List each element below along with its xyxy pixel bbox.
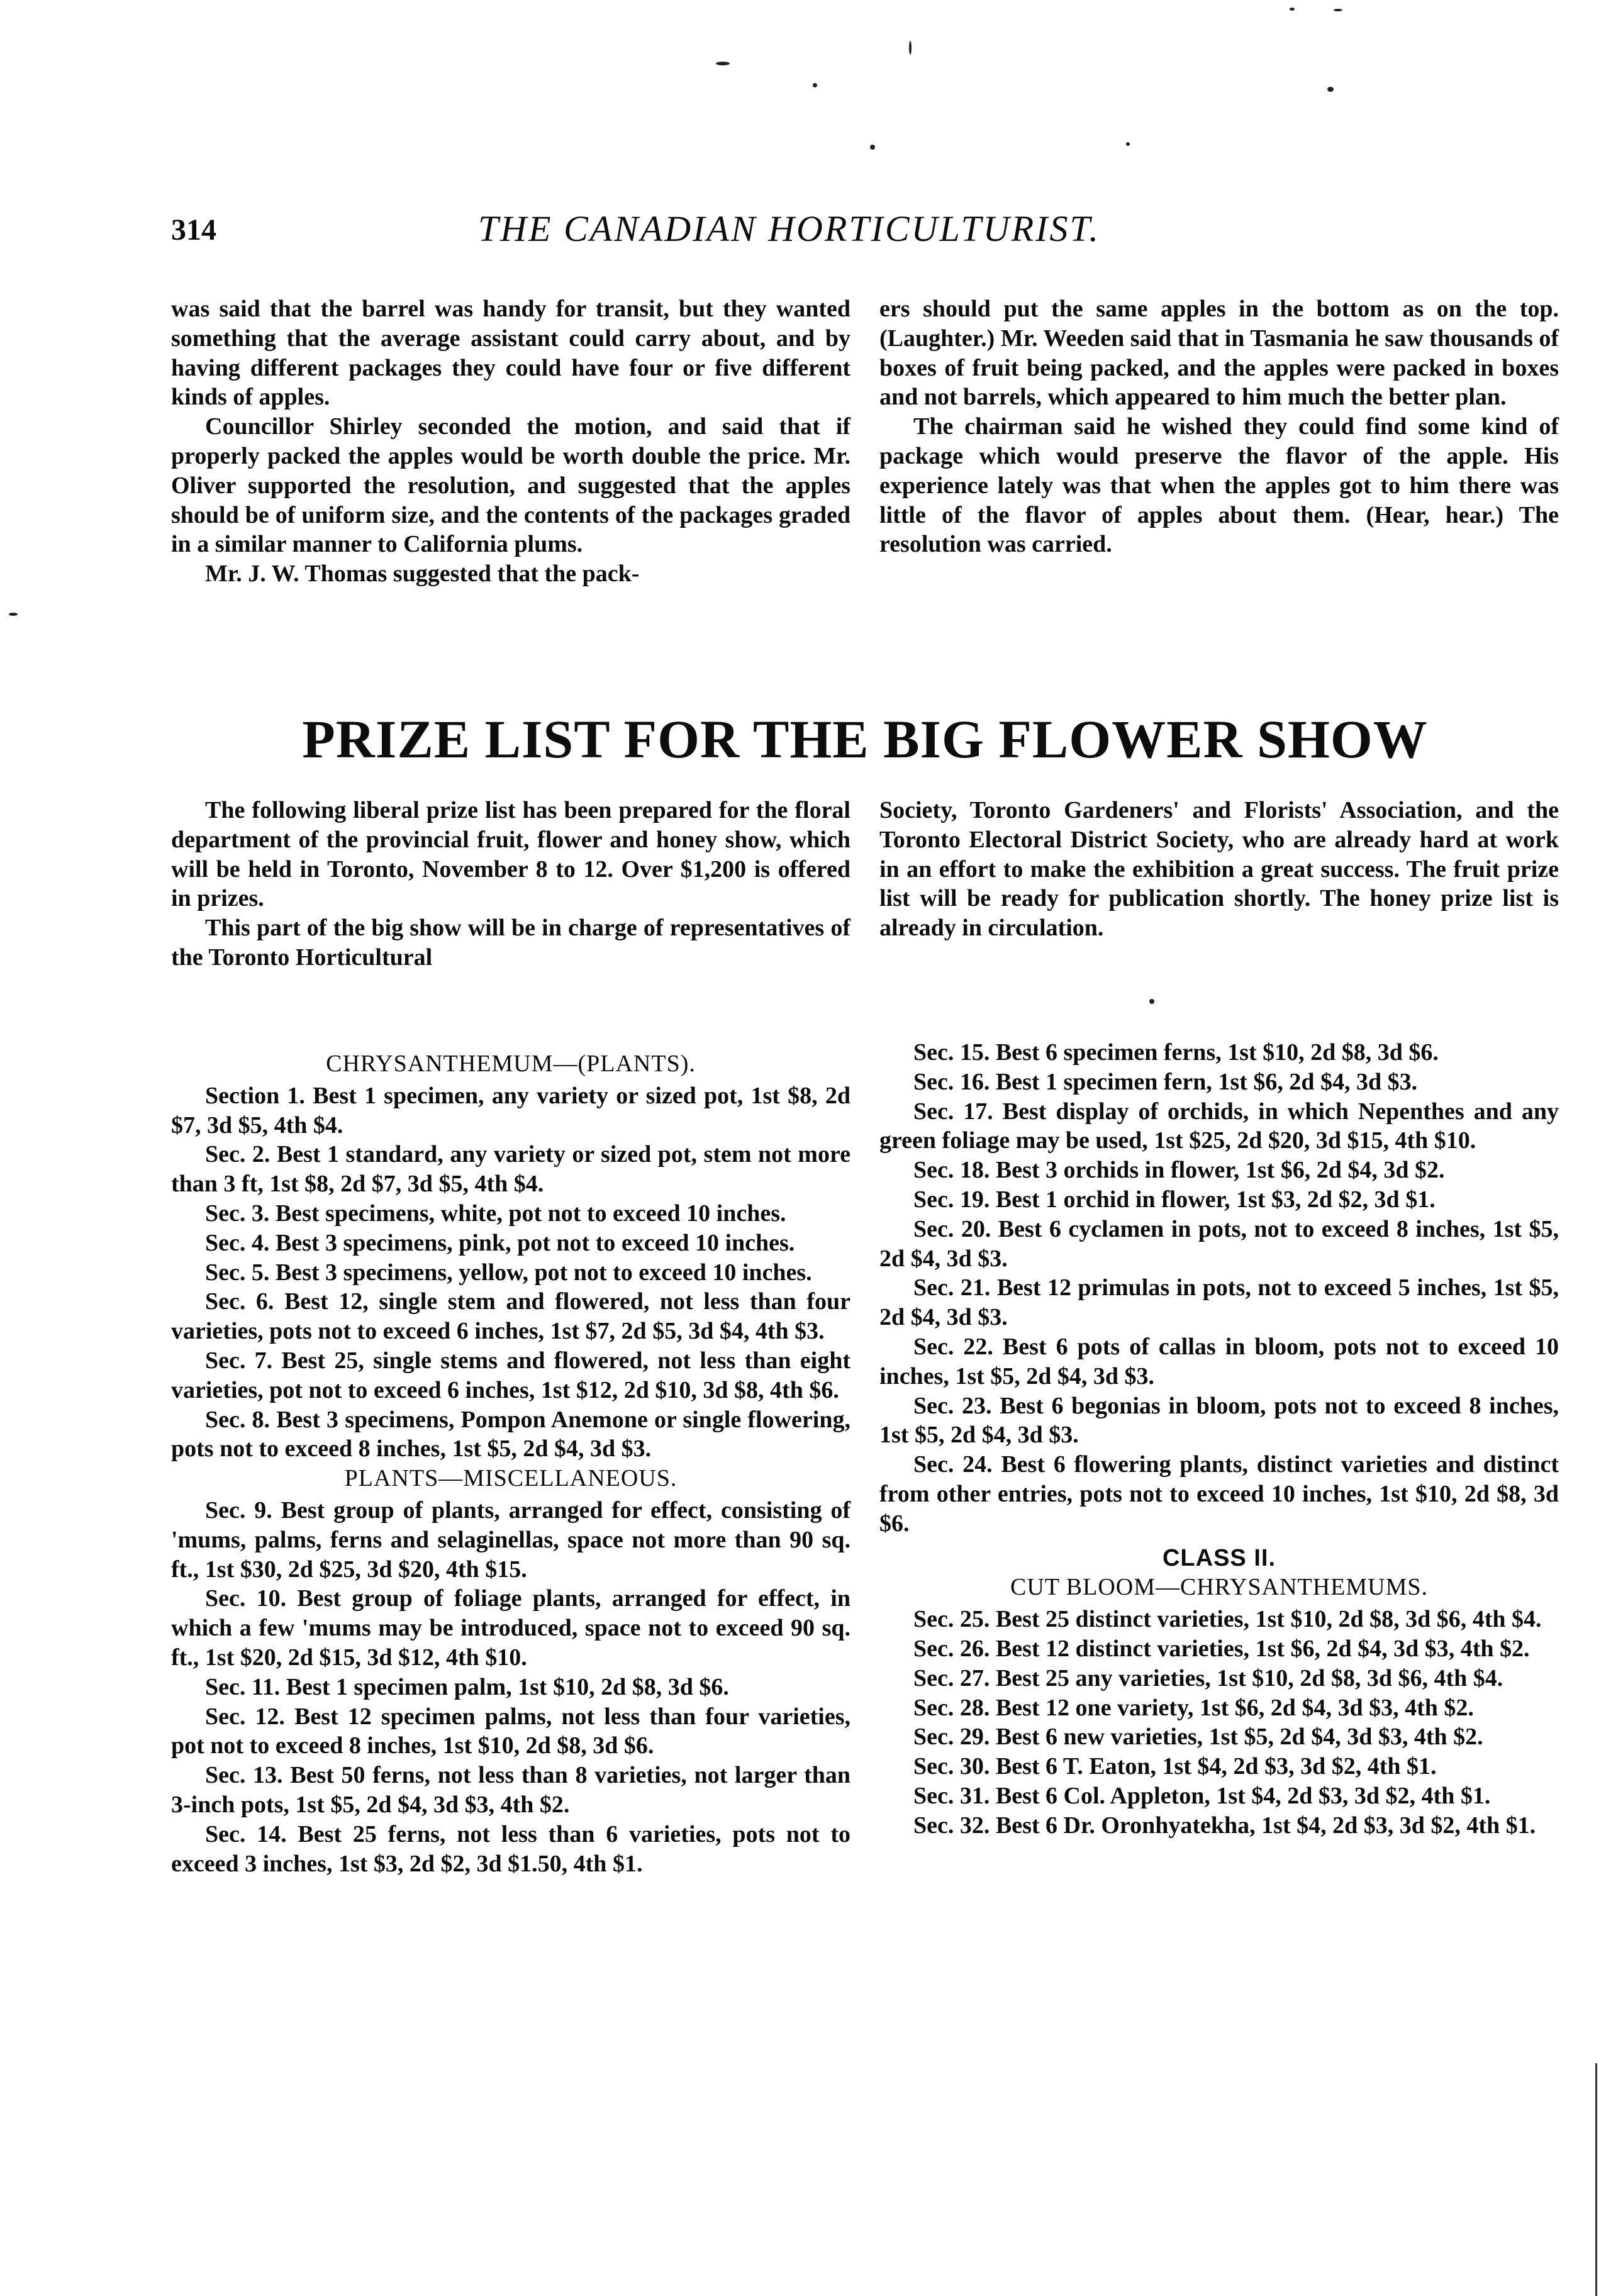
intro-right-column bbox=[879, 796, 1559, 943]
prize-item: Sec. 12. Best 12 specimen palms, not less than four varieties, pot not to exceed 8 inches, 1st $10, 2d $8, 3d $6. bbox=[171, 1703, 850, 1759]
prize-item: Sec. 21. Best 12 primulas in pots, not to exceed 5 inches, 1st $5, 2d $4, 3d $3. bbox=[879, 1274, 1559, 1331]
prize-item: Sec. 15. Best 6 specimen ferns, 1st $10, 2d $8, 3d $6. bbox=[913, 1039, 1439, 1066]
prize-list-right-column bbox=[879, 1038, 1559, 1841]
paragraph: was said that the barrel was handy for transit, but they wanted something that the average assistant could carry about, and by having different packages they could have four or five different kinds of apples. bbox=[171, 296, 850, 411]
prize-item: Sec. 32. Best 6 Dr. Oronhyatekha, 1st $4, 2d $3, 3d $2, 4th $1. bbox=[913, 1812, 1536, 1839]
prize-item: Sec. 25. Best 25 distinct varieties, 1st $10, 2d $8, 3d $6, 4th $4. bbox=[913, 1606, 1542, 1633]
prize-item: Sec. 30. Best 6 T. Eaton, 1st $4, 2d $3, 3d $2, 4th $1. bbox=[913, 1753, 1437, 1780]
paragraph: The following liberal prize list has been prepared for the floral department of the provincial fruit, flower and honey show, which will be held in Toronto, November 8 to 12. Over $1,200 is offered in prizes. bbox=[171, 797, 850, 912]
class-label: CLASS II. bbox=[1162, 1544, 1276, 1571]
scan-speck bbox=[9, 613, 18, 616]
prize-item: Sec. 22. Best 6 pots of callas in bloom, pots not to exceed 10 inches, 1st $5, 2d $4, 3d $3. bbox=[879, 1333, 1559, 1390]
paragraph: Councillor Shirley seconded the motion, and said that if properly packed the apples would be worth double the price. Mr. Oliver supported the resolution, and suggested that the apples should be of uniform size, and the contents of the packages graded in a similar manner to California plums. bbox=[171, 413, 850, 558]
running-head: THE CANADIAN HORTICULTURIST. bbox=[478, 208, 1100, 249]
prize-item: Sec. 10. Best group of foliage plants, arranged for effect, in which a few 'mums may be introduced, space not to exceed 90 sq. ft., 1st $20, 2d $15, 3d $12, 4th $10. bbox=[171, 1585, 850, 1671]
prize-item: Sec. 24. Best 6 flowering plants, distinct varieties and distinct from other entries, pots not to exceed 10 inches, 1st $10, 2d $8, 3d $6. bbox=[879, 1451, 1559, 1537]
paragraph: Society, Toronto Gardeners' and Florists' Association, and the Toronto Electoral District Society, who are already hard at work in an effort to make the exhibition a great success. The fruit prize list will be ready for publication shortly. The honey prize list is already in circulation. bbox=[879, 797, 1559, 942]
prize-item: Sec. 16. Best 1 specimen fern, 1st $6, 2d $4, 3d $3. bbox=[913, 1068, 1418, 1095]
section-heading: CHRYSANTHEMUM—(PLANTS). bbox=[326, 1050, 696, 1077]
paragraph: Mr. J. W. Thomas suggested that the pack- bbox=[205, 560, 640, 588]
prize-item: Sec. 14. Best 25 ferns, not less than 6 varieties, pots not to exceed 3 inches, 1st $3, 2d $2, 3d $1.50, 4th $1. bbox=[171, 1820, 850, 1877]
prize-item: Sec. 17. Best display of orchids, in which Nepenthes and any green foliage may be used, 1st $25, 2d $20, 3d $15, 4th $10. bbox=[879, 1098, 1559, 1154]
article-title: PRIZE LIST FOR THE BIG FLOWER SHOW bbox=[302, 709, 1428, 769]
prize-item: Sec. 3. Best specimens, white, pot not to exceed 10 inches. bbox=[205, 1200, 786, 1227]
prize-item: Sec. 19. Best 1 orchid in flower, 1st $3, 2d $2, 3d $1. bbox=[913, 1186, 1436, 1213]
paragraph: The chairman said he wished they could find some kind of package which would preserve the flavor of the apple. His experience lately was that when the apples got to him there was little of the flavor of apples about them. (Hear, hear.) The resolution was carried. bbox=[879, 413, 1559, 558]
prize-item: Sec. 5. Best 3 specimens, yellow, pot not to exceed 10 inches. bbox=[205, 1259, 812, 1286]
scan-edge-line bbox=[1595, 2063, 1597, 2296]
page-number: 314 bbox=[171, 213, 216, 247]
prize-list-left-column bbox=[171, 1049, 850, 1878]
prize-item: Sec. 9. Best group of plants, arranged for effect, consisting of 'mums, palms, ferns and selaginellas, space not more than 90 sq. ft., 1st $30, 2d $25, 3d $20, 4th $15. bbox=[171, 1496, 850, 1583]
prize-item: Sec. 18. Best 3 orchids in flower, 1st $6, 2d $4, 3d $2. bbox=[913, 1157, 1445, 1184]
paragraph: This part of the big show will be in charge of representatives of the Toronto Horticultural bbox=[171, 915, 850, 971]
prize-item: Section 1. Best 1 specimen, any variety or sized pot, 1st $8, 2d $7, 3d $5, 4th $4. bbox=[171, 1082, 850, 1139]
prize-item: Sec. 28. Best 12 one variety, 1st $6, 2d $4, 3d $3, 4th $2. bbox=[913, 1694, 1474, 1721]
paragraph: ers should put the same apples in the bottom as on the top. (Laughter.) Mr. Weeden said that in Tasmania he saw thousands of boxes of fruit being packed, and the apples were packed in boxes and not barrels, which appeared to him much the better plan. bbox=[879, 296, 1559, 411]
scan-speck bbox=[1290, 8, 1295, 11]
prize-item: Sec. 13. Best 50 ferns, not less than 8 varieties, not larger than 3-inch pots, 1st $5, 2d $4, 3d $3, 4th $2. bbox=[171, 1762, 850, 1818]
scan-speck bbox=[716, 62, 730, 65]
prize-item: Sec. 31. Best 6 Col. Appleton, 1st $4, 2d $3, 3d $2, 4th $1. bbox=[913, 1782, 1491, 1809]
prize-item: Sec. 4. Best 3 specimens, pink, pot not to exceed 10 inches. bbox=[205, 1229, 795, 1256]
prize-item: Sec. 6. Best 12, single stem and flowered, not less than four varieties, pots not to exceed 6 inches, 1st $7, 2d $5, 3d $4, 4th $3. bbox=[171, 1288, 850, 1345]
prize-item: Sec. 7. Best 25, single stems and flowered, not less than eight varieties, pot not to exceed 6 inches, 1st $12, 2d $10, 3d $8, 4th $6. bbox=[171, 1347, 850, 1403]
scan-speck bbox=[909, 41, 912, 55]
prize-item: Sec. 29. Best 6 new varieties, 1st $5, 2d $4, 3d $3, 4th $2. bbox=[913, 1724, 1483, 1751]
scan-speck bbox=[813, 83, 817, 87]
intro-left-column bbox=[171, 796, 850, 972]
scan-speck bbox=[1126, 142, 1130, 146]
prize-item: Sec. 23. Best 6 begonias in bloom, pots not to exceed 8 inches, 1st $5, 2d $4, 3d $3. bbox=[879, 1392, 1559, 1449]
prize-item: Sec. 11. Best 1 specimen palm, 1st $10, 2d $8, 3d $6. bbox=[205, 1673, 729, 1700]
scan-speck bbox=[1327, 87, 1334, 92]
prize-item: Sec. 26. Best 12 distinct varieties, 1st $6, 2d $4, 3d $3, 4th $2. bbox=[913, 1635, 1530, 1662]
prev-article-right-column bbox=[879, 294, 1559, 559]
prize-item: Sec. 2. Best 1 standard, any variety or sized pot, stem not more than 3 ft, 1st $8, 2d $7, 3d $5, 4th $4. bbox=[171, 1141, 850, 1198]
prize-item: Sec. 20. Best 6 cyclamen in pots, not to exceed 8 inches, 1st $5, 2d $4, 3d $3. bbox=[879, 1215, 1559, 1272]
scan-speck bbox=[1149, 999, 1154, 1004]
prev-article-left-column bbox=[171, 294, 850, 589]
prize-item: Sec. 27. Best 25 any varieties, 1st $10, 2d $8, 3d $6, 4th $4. bbox=[913, 1664, 1503, 1691]
section-heading: CUT BLOOM—CHRYSANTHEMUMS. bbox=[1010, 1574, 1429, 1601]
scan-speck bbox=[1334, 9, 1342, 11]
prize-item: Sec. 8. Best 3 specimens, Pompon Anemone or single flowering, pots not to exceed 8 inches, 1st $5, 2d $4, 3d $3. bbox=[171, 1406, 850, 1463]
section-heading: PLANTS—MISCELLANEOUS. bbox=[344, 1465, 678, 1492]
scan-speck bbox=[870, 145, 875, 150]
